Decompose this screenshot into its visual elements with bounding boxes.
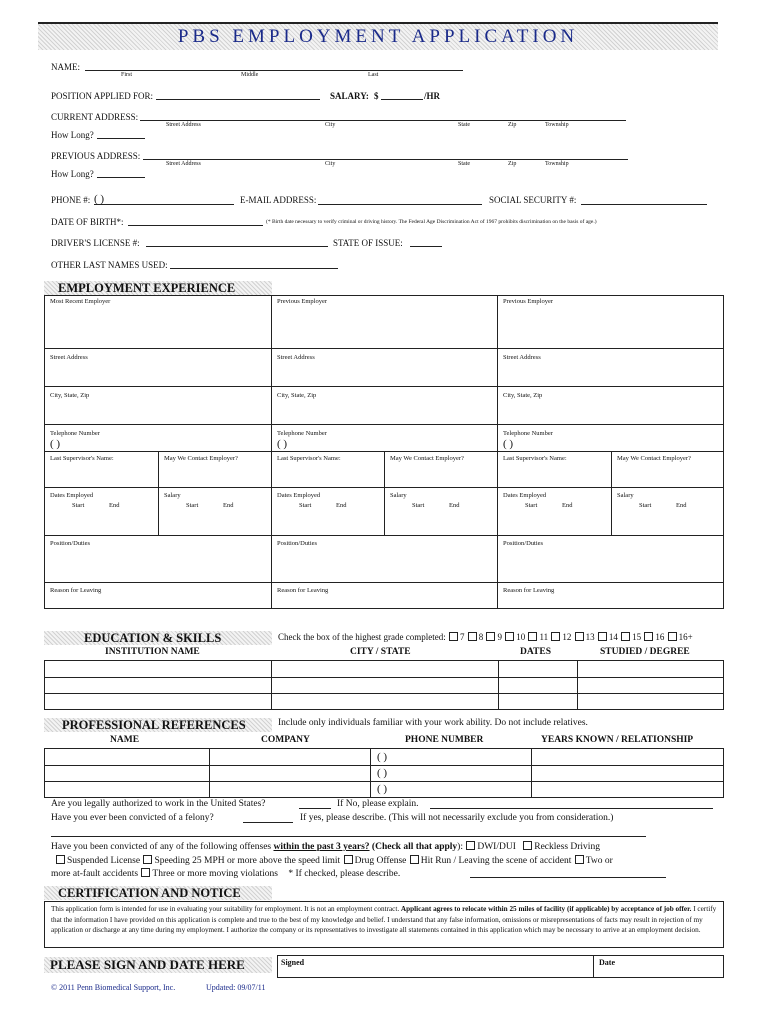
if-no-label: If No, please explain. (337, 799, 419, 809)
employer-2-supervisor: Last Supervisor's Name: (277, 455, 341, 462)
drug-checkbox[interactable] (344, 855, 353, 864)
if-yes-label: If yes, please describe. (This will not necessarily exclude you from consideration.) (300, 813, 614, 823)
reckless-label: Reckless Driving (534, 842, 600, 852)
employer-2-phone-parens: ( ) (277, 438, 288, 450)
grade-15-checkbox[interactable] (621, 632, 630, 641)
employer-3-label: Previous Employer (503, 298, 554, 305)
employer-3-salary: Salary (617, 492, 634, 499)
grade-12-label: 12 (562, 632, 572, 642)
employer-1-salary: Salary (164, 492, 181, 499)
previous-address-label: PREVIOUS ADDRESS: (51, 151, 141, 161)
title-bar (38, 22, 718, 50)
ssn-label: SOCIAL SECURITY #: (489, 195, 577, 205)
employer-1-reason: Reason for Leaving (50, 587, 102, 594)
grade-11-checkbox[interactable] (528, 632, 537, 641)
grade-9-label: 9 (497, 632, 502, 642)
references-heading: PROFESSIONAL REFERENCES (44, 718, 272, 732)
employer-1-position: Position/Duties (50, 540, 91, 547)
grade-checklist (278, 632, 693, 642)
current-address-label: CURRENT ADDRESS: (51, 112, 139, 122)
suspended-label: Suspended License (67, 856, 141, 866)
updated-date: Updated: 09/07/11 (206, 983, 266, 992)
grade-7-label: 7 (459, 632, 465, 642)
if-checked-field[interactable] (470, 877, 666, 878)
drug-label: Drug Offense (354, 856, 407, 866)
col-ref-name: NAME (110, 735, 140, 745)
previous-how-long-label: How Long? (51, 169, 94, 179)
employer-1-phone-parens: ( ) (50, 438, 61, 450)
current-zip-caption: Zip (508, 122, 517, 128)
col-ref-company: COMPANY (261, 735, 310, 745)
employer-1-salary-start: Start (186, 502, 199, 509)
employer-2-contact: May We Contact Employer? (390, 455, 464, 462)
phone-field[interactable] (94, 204, 234, 205)
references-table[interactable] (44, 748, 724, 798)
grade-8-checkbox[interactable] (468, 632, 477, 641)
previous-address-field[interactable] (143, 159, 628, 160)
employer-2-salary-end: End (449, 502, 460, 509)
other-names-label: OTHER LAST NAMES USED: (51, 260, 168, 270)
license-field[interactable] (146, 246, 328, 247)
employer-3-telephone: Telephone Number (503, 430, 553, 437)
position-field[interactable] (156, 99, 320, 100)
authorized-question: Are you legally authorized to work in the United States? (51, 799, 266, 809)
grade-7-checkbox[interactable] (449, 632, 458, 641)
col-ref-years: YEARS KNOWN / RELATIONSHIP (541, 735, 694, 745)
hitrun-checkbox[interactable] (410, 855, 419, 864)
middle-caption: Middle (241, 72, 259, 78)
employer-1-street: Street Address (50, 354, 88, 361)
grade-14-checkbox[interactable] (598, 632, 607, 641)
certification-heading: CERTIFICATION AND NOTICE (44, 886, 272, 900)
employer-2-reason: Reason for Leaving (277, 587, 329, 594)
previous-state-caption: State (458, 161, 470, 167)
state-issue-field[interactable] (410, 246, 442, 247)
current-address-field[interactable] (140, 120, 626, 121)
current-how-long-field[interactable] (97, 138, 145, 139)
signature-field[interactable] (288, 966, 583, 976)
certification-text-1: This application form is intended for use in evaluating your suitability for employment. It is not an employment contract. (51, 905, 400, 913)
copyright: © 2011 Penn Biomedical Support, Inc. (51, 983, 176, 992)
current-township-caption: Township (545, 122, 569, 128)
employer-3-reason: Reason for Leaving (503, 587, 555, 594)
salary-hr: /HR (424, 91, 441, 101)
employer-1-dates-start: Start (72, 502, 85, 509)
employer-1-contact: May We Contact Employer? (164, 455, 238, 462)
three-moving-checkbox[interactable] (141, 868, 150, 877)
last-caption: Last (368, 72, 379, 78)
col-dates: DATES (520, 647, 551, 657)
two-or-more-label: Two or (585, 856, 613, 866)
license-label: DRIVER'S LICENSE #: (51, 238, 140, 248)
employer-2-position: Position/Duties (277, 540, 318, 547)
employment-heading: EMPLOYMENT EXPERIENCE (44, 281, 272, 295)
phone-area-parens: ( ) (94, 193, 105, 205)
previous-zip-caption: Zip (508, 161, 517, 167)
offense-row-2 (51, 855, 613, 866)
felony-question: Have you ever been convicted of a felony? (51, 813, 214, 823)
salary-dollar: $ (374, 91, 379, 101)
offense-underlined: within the past 3 years? (273, 842, 370, 852)
grade-16-checkbox[interactable] (644, 632, 653, 641)
employer-3-position: Position/Duties (503, 540, 544, 547)
grade-16-label: 16 (655, 632, 665, 642)
felony-description-field[interactable] (51, 836, 646, 837)
grade-prompt: Check the box of the highest grade completed: (278, 632, 446, 642)
signature-heading: PLEASE SIGN AND DATE HERE (44, 957, 272, 973)
ref-1-phone-parens: ( ) (377, 751, 388, 763)
employer-3-salary-end: End (676, 502, 687, 509)
offense-colon: ): (457, 842, 463, 852)
col-studied: STUDIED / DEGREE (600, 647, 690, 657)
position-label: POSITION APPLIED FOR: (51, 91, 154, 101)
col-city-state: CITY / STATE (350, 647, 411, 657)
employer-3-street: Street Address (503, 354, 541, 361)
signature-box (277, 955, 724, 978)
employer-1-supervisor: Last Supervisor's Name: (50, 455, 114, 462)
offense-question (51, 841, 600, 852)
employer-1-city: City, State, Zip (50, 392, 90, 399)
grade-13-checkbox[interactable] (575, 632, 584, 641)
grade-10-label: 10 (516, 632, 526, 642)
employer-3-dates-start: Start (525, 502, 538, 509)
references-note: Include only individuals familiar with your work ability. Do not include relatives. (278, 718, 588, 728)
grade-8-label: 8 (478, 632, 484, 642)
hitrun-label: Hit Run / Leaving the scene of accident (420, 856, 572, 866)
offense-check-all: (Check all that apply (371, 842, 458, 852)
employer-1-telephone: Telephone Number (50, 430, 100, 437)
name-label: NAME: (51, 62, 80, 72)
col-institution: INSTITUTION NAME (105, 647, 200, 657)
certification-text (51, 904, 719, 936)
ref-2-phone-parens: ( ) (377, 767, 388, 779)
state-issue-label: STATE OF ISSUE: (333, 238, 403, 248)
if-no-field[interactable] (430, 808, 713, 809)
education-heading: EDUCATION & SKILLS (44, 631, 272, 645)
employer-3-phone-parens: ( ) (503, 438, 514, 450)
previous-city-caption: City (325, 161, 336, 167)
email-label: E-MAIL ADDRESS: (240, 195, 317, 205)
employer-2-salary: Salary (390, 492, 407, 499)
offense-prefix: Have you been convicted of any of the following offenses (51, 842, 272, 852)
more-atfault-label: more at-fault accidents (51, 869, 139, 879)
grade-13-label: 13 (585, 632, 595, 642)
employer-3-salary-start: Start (639, 502, 652, 509)
dob-field[interactable] (128, 225, 263, 226)
certification-box (44, 901, 724, 948)
employer-1-salary-end: End (223, 502, 234, 509)
employer-3-contact: May We Contact Employer? (617, 455, 691, 462)
col-ref-phone: PHONE NUMBER (405, 735, 484, 745)
grade-16plus-label: 16+ (678, 632, 693, 642)
employer-2-dates-end: End (336, 502, 347, 509)
education-table[interactable] (44, 660, 724, 710)
date-label: Date (599, 958, 615, 967)
signed-label: Signed (281, 958, 305, 967)
reckless-checkbox[interactable] (523, 841, 532, 850)
date-field[interactable] (603, 966, 718, 976)
certification-text-bold: Applicant agrees to relocate within 25 miles of facility (if applicable) by acceptance of job offer. (400, 905, 692, 913)
current-city-caption: City (325, 122, 336, 128)
employer-2-dates: Dates Employed (277, 492, 321, 499)
ref-3-phone-parens: ( ) (377, 783, 388, 795)
authorized-answer[interactable] (299, 808, 331, 809)
speeding-checkbox[interactable] (143, 855, 152, 864)
current-how-long-label: How Long? (51, 130, 94, 140)
employment-table (44, 295, 724, 609)
certification-text-2: I certify that the information I have provided on this application is complete and true to the best of my knowledge and belief. I understand that any false information, omissions or misrepresentations of facts may result in rejection of my application or discharge at any time during my employment. I authorize the company or its representatives to investigate all statements contained in this application which may be necessary to arrive at an employment decision. (51, 905, 717, 934)
dwi-checkbox[interactable] (466, 841, 475, 850)
previous-how-long-field[interactable] (97, 177, 145, 178)
ssn-field[interactable] (581, 204, 707, 205)
employer-2-city: City, State, Zip (277, 392, 317, 399)
employer-3-dates-end: End (562, 502, 573, 509)
two-or-more-checkbox[interactable] (575, 855, 584, 864)
employer-3-city: City, State, Zip (503, 392, 543, 399)
page-title: PBS EMPLOYMENT APPLICATION (177, 26, 579, 47)
phone-label: PHONE #: (51, 195, 91, 205)
first-caption: First (121, 72, 133, 78)
grade-16plus-checkbox[interactable] (668, 632, 677, 641)
employer-2-telephone: Telephone Number (277, 430, 327, 437)
grade-14-label: 14 (608, 632, 618, 642)
employer-2-label: Previous Employer (277, 298, 328, 305)
employer-1-label: Most Recent Employer (50, 298, 111, 305)
employer-2-salary-start: Start (412, 502, 425, 509)
grade-11-label: 11 (539, 632, 549, 642)
employer-1-dates: Dates Employed (50, 492, 94, 499)
employer-3-supervisor: Last Supervisor's Name: (503, 455, 567, 462)
employer-2-street: Street Address (277, 354, 315, 361)
email-field[interactable] (318, 204, 482, 205)
other-names-field[interactable] (170, 268, 338, 269)
salary-label: SALARY: (330, 91, 369, 101)
grade-10-checkbox[interactable] (505, 632, 514, 641)
employer-2-dates-start: Start (299, 502, 312, 509)
felony-answer[interactable] (243, 822, 293, 823)
suspended-checkbox[interactable] (56, 855, 65, 864)
dob-note: (* Birth date necessary to verify criminal or driving history. The Federal Age Discrimination Act of 1967 prohibits discrimination on the basis of age.) (266, 219, 597, 225)
current-state-caption: State (458, 122, 470, 128)
salary-field[interactable] (381, 99, 423, 100)
employer-1-dates-end: End (109, 502, 120, 509)
current-street-caption: Street Address (166, 122, 201, 128)
if-checked-label: * If checked, please describe. (288, 869, 401, 879)
employer-3-dates: Dates Employed (503, 492, 547, 499)
grade-12-checkbox[interactable] (551, 632, 560, 641)
dob-label: DATE OF BIRTH*: (51, 217, 124, 227)
grade-15-label: 15 (632, 632, 642, 642)
grade-9-checkbox[interactable] (486, 632, 495, 641)
name-field[interactable] (85, 70, 463, 71)
previous-street-caption: Street Address (166, 161, 201, 167)
dwi-label: DWI/DUI (477, 842, 516, 852)
three-moving-label: Three or more moving violations (152, 869, 279, 879)
speeding-label: Speeding 25 MPH or more above the speed limit (154, 856, 341, 866)
previous-township-caption: Township (545, 161, 569, 167)
offense-row-3 (51, 868, 400, 879)
